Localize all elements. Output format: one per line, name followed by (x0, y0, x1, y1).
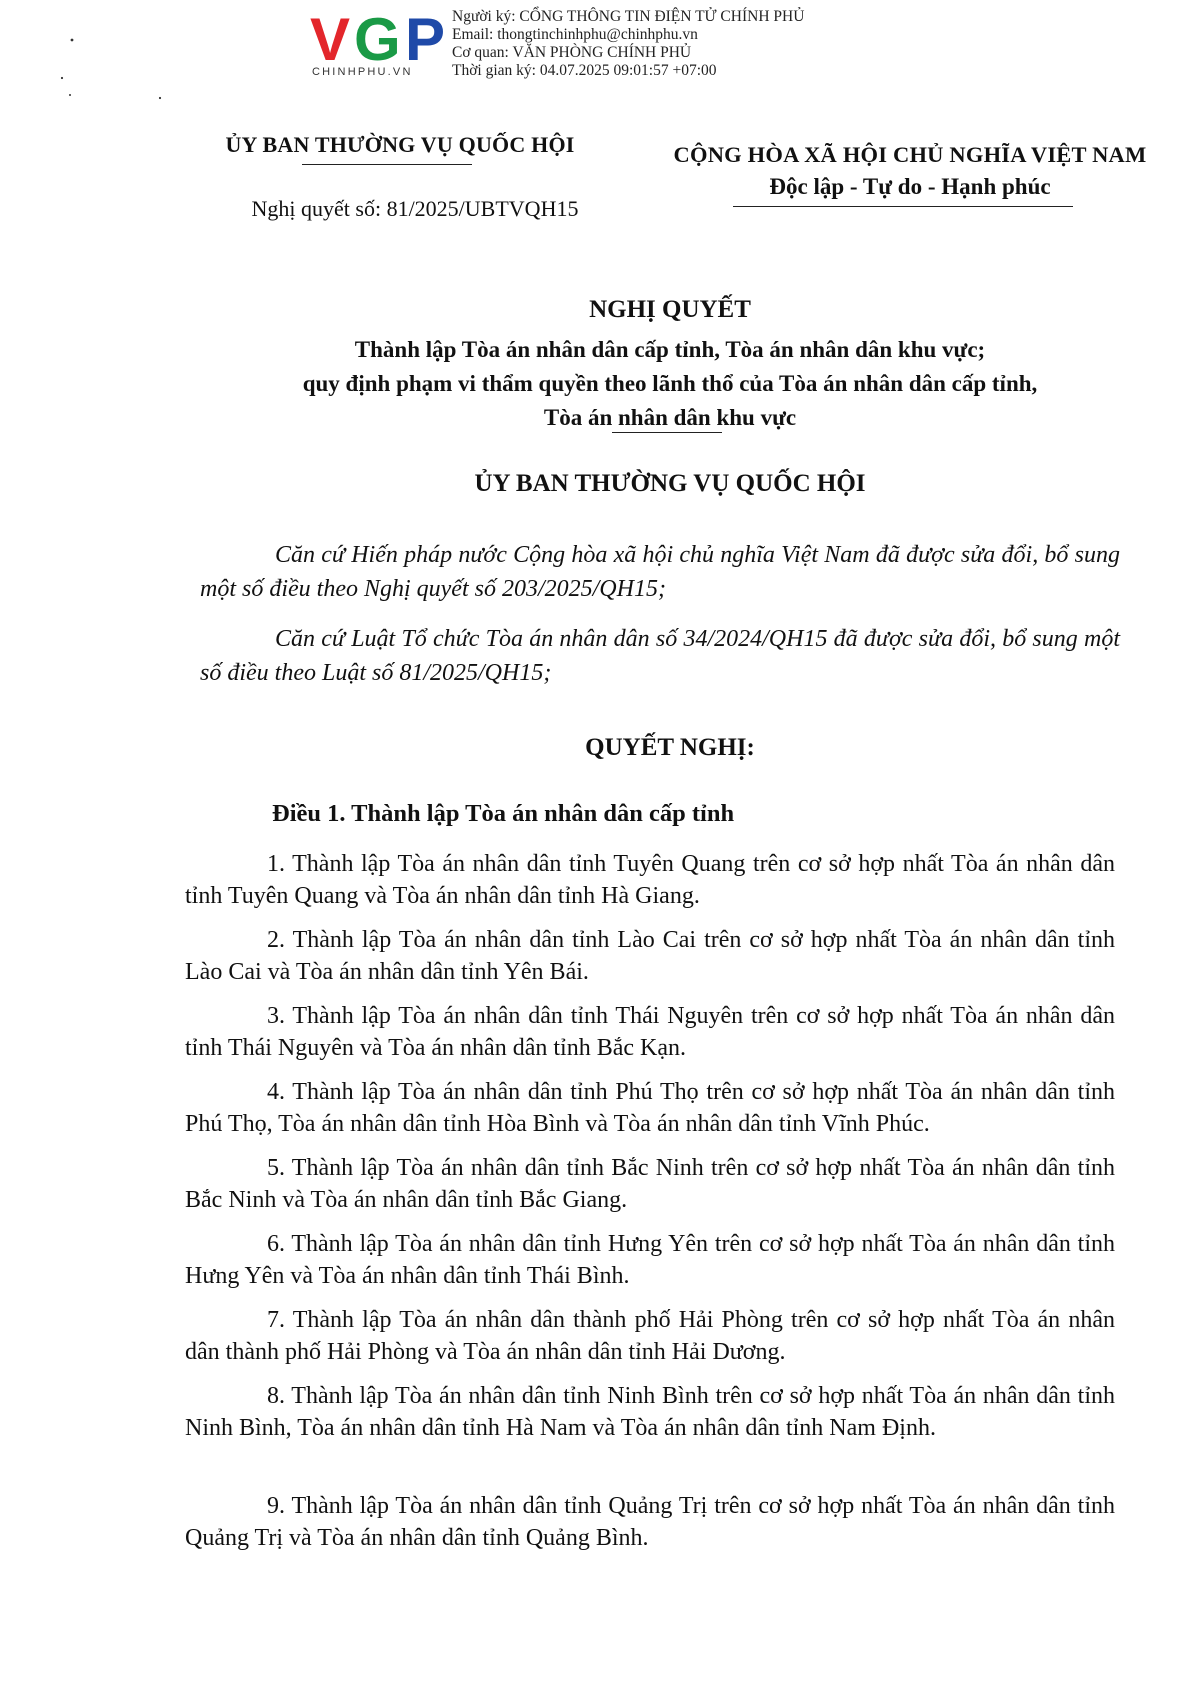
national-title: CỘNG HÒA XÃ HỘI CHỦ NGHĨA VIỆT NAM (673, 142, 1147, 167)
scan-specks (0, 0, 200, 110)
org-underline (302, 164, 472, 165)
svg-text:CHINHPHU.VN: CHINHPHU.VN (312, 66, 413, 76)
digital-signature-info (452, 8, 932, 80)
signed-time-line: Thời gian ký: 04.07.2025 09:01:57 +07:00 (452, 62, 717, 79)
article-1-item: 2. Thành lập Tòa án nhân dân tỉnh Lào Cai trên cơ sở hợp nhất Tòa án nhân dân tỉnh Lào Cai và Tòa án nhân dân tỉnh Yên Bái. (185, 927, 1115, 985)
svg-text:G: G (354, 6, 401, 73)
article-1-item: 1. Thành lập Tòa án nhân dân tỉnh Tuyên Quang trên cơ sở hợp nhất Tòa án nhân dân tỉnh Tuyên Quang và Tòa án nhân dân tỉnh Hà Giang. (185, 851, 1115, 909)
email-line: Email: thongtinchinhphu@chinhphu.vn (452, 26, 698, 43)
article-1-item: 3. Thành lập Tòa án nhân dân tỉnh Thái Nguyên trên cơ sở hợp nhất Tòa án nhân dân tỉnh Thái Nguyên và Tòa án nhân dân tỉnh Bắc Kạn. (185, 1003, 1115, 1061)
signer-line: Người ký: CỔNG THÔNG TIN ĐIỆN TỬ CHÍNH PHỦ (452, 8, 805, 25)
article-1-item: 7. Thành lập Tòa án nhân dân thành phố Hải Phòng trên cơ sở hợp nhất Tòa án nhân dân thành phố Hải Phòng và Tòa án nhân dân tỉnh Hải Dương. (185, 1307, 1115, 1365)
article-1-item: 6. Thành lập Tòa án nhân dân tỉnh Hưng Yên trên cơ sở hợp nhất Tòa án nhân dân tỉnh Hưng Yên và Tòa án nhân dân tỉnh Thái Bình. (185, 1231, 1115, 1289)
legal-basis-court-law: Căn cứ Luật Tổ chức Tòa án nhân dân số 34/2024/QH15 đã được sửa đổi, bổ sung một số điều theo Luật số 81/2025/QH15; (200, 626, 1120, 686)
agency-line: Cơ quan: VĂN PHÒNG CHÍNH PHỦ (452, 44, 692, 61)
title-underline (612, 432, 722, 433)
legal-basis-constitution: Căn cứ Hiến pháp nước Cộng hòa xã hội chủ nghĩa Việt Nam đã được sửa đổi, bổ sung một số điều theo Nghị quyết số 203/2025/QH15; (200, 542, 1120, 602)
document-title: NGHỊ QUYẾT (589, 296, 751, 323)
svg-text:P: P (405, 6, 446, 73)
issuing-body-heading: ỦY BAN THƯỜNG VỤ QUỐC HỘI (474, 470, 866, 497)
subtitle-line-3: Tòa án nhân dân khu vực (543, 405, 797, 430)
article-1-item: 8. Thành lập Tòa án nhân dân tỉnh Ninh Bình trên cơ sở hợp nhất Tòa án nhân dân tỉnh Ninh Bình, Tòa án nhân dân tỉnh Hà Nam và Tòa án nhân dân tỉnh Nam Định. (185, 1383, 1115, 1441)
issuing-organization: ỦY BAN THƯỜNG VỤ QUỐC HỘI (225, 132, 575, 157)
motto-underline (733, 206, 1073, 207)
article-1-item: 9. Thành lập Tòa án nhân dân tỉnh Quảng Trị trên cơ sở hợp nhất Tòa án nhân dân tỉnh Quảng Trị và Tòa án nhân dân tỉnh Quảng Bình. (185, 1493, 1115, 1551)
decision-heading: QUYẾT NGHỊ: (585, 734, 755, 761)
article-1-item: 4. Thành lập Tòa án nhân dân tỉnh Phú Thọ trên cơ sở hợp nhất Tòa án nhân dân tỉnh Phú Thọ, Tòa án nhân dân tỉnh Hòa Bình và Tòa án nhân dân tỉnh Vĩnh Phúc. (185, 1079, 1115, 1137)
vgp-logo (310, 6, 460, 76)
article-1-item: 5. Thành lập Tòa án nhân dân tỉnh Bắc Ninh trên cơ sở hợp nhất Tòa án nhân dân tỉnh Bắc Ninh và Tòa án nhân dân tỉnh Bắc Giang. (185, 1155, 1115, 1213)
document-subtitle (150, 333, 1190, 435)
document-number: Nghị quyết số: 81/2025/UBTVQH15 (251, 196, 579, 221)
national-motto: Độc lập - Tự do - Hạnh phúc (769, 174, 1051, 199)
subtitle-line-1: Thành lập Tòa án nhân dân cấp tỉnh, Tòa án nhân dân khu vực; (354, 337, 986, 362)
article-1-heading: Điều 1. Thành lập Tòa án nhân dân cấp tỉnh (272, 800, 735, 827)
svg-text:V: V (310, 6, 351, 73)
subtitle-line-2: quy định phạm vi thẩm quyền theo lãnh thổ của Tòa án nhân dân cấp tỉnh, (302, 371, 1038, 396)
